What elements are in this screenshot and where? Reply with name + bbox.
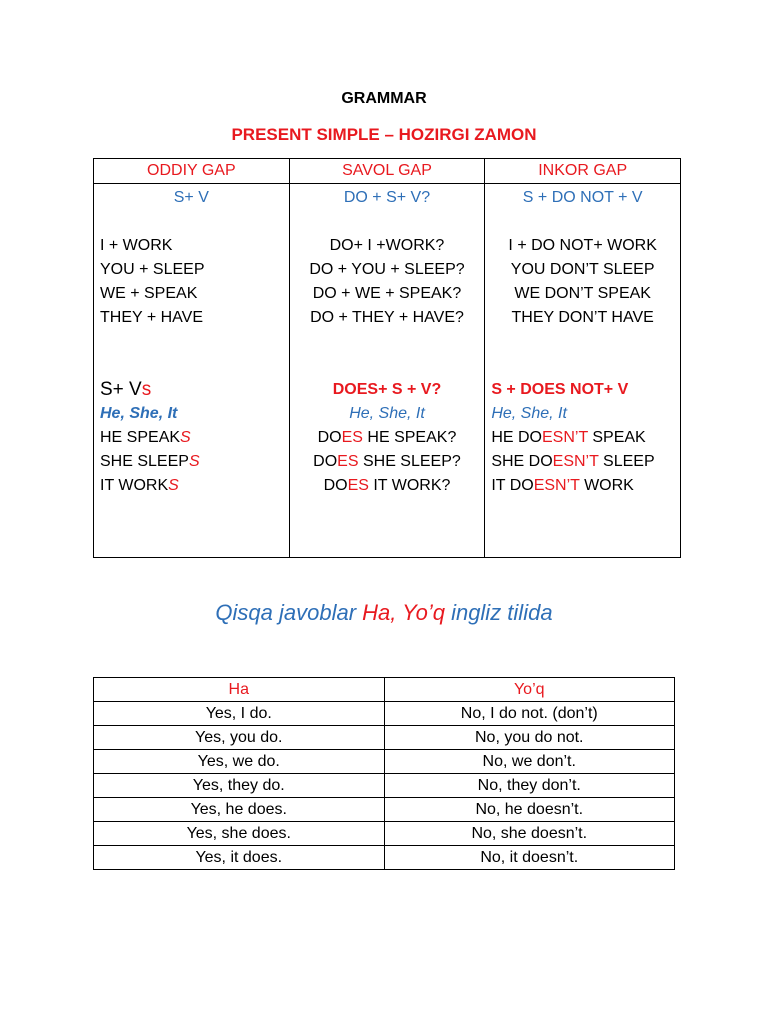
grammar-table [93,158,681,558]
affirmative-formula: S+ V [173,189,209,206]
table-row [94,798,675,822]
grammar-table-body-row [94,184,681,558]
negative-example: WE DON’T SPEAK [514,285,651,302]
affirmative-example-3rd-person: SHE SLEEPS [100,453,200,470]
question-example-3rd-person: DOES IT WORK? [323,477,451,494]
affirmative-example-3rd-person: HE SPEAKS [100,429,191,446]
yes-answer: Yes, he does. [94,798,385,822]
no-answer: No, he doesn’t. [384,798,675,822]
table-row [94,702,675,726]
pronouns-label: He, She, It [100,405,178,422]
negative-formula: S + DO NOT + V [522,189,643,206]
savol-gap-cell [289,184,485,558]
negative-example: I + DO NOT+ WORK [508,237,657,254]
yes-answer: Yes, they do. [94,774,385,798]
negative-example: THEY DON’T HAVE [511,309,654,326]
page-title: GRAMMAR [341,90,427,107]
no-answer: No, they don’t. [384,774,675,798]
inkor-gap-cell [485,184,681,558]
table-row [94,726,675,750]
table-row [94,846,675,870]
question-formula-3rd-person: DOES+ S + V? [332,381,442,398]
pronouns-label: He, She, It [491,405,567,422]
question-example-3rd-person: DOES SHE SLEEP? [313,453,461,470]
affirmative-example: THEY + HAVE [100,309,203,326]
yes-answer: Yes, I do. [94,702,385,726]
question-example: DO+ I +WORK? [329,237,445,254]
question-example: DO + YOU + SLEEP? [309,261,465,278]
header-yoq: Yo’q [384,678,675,702]
affirmative-example-3rd-person: IT WORKS [100,477,179,494]
negative-formula-3rd-person: S + DOES NOT+ V [491,381,629,398]
question-example: DO + WE + SPEAK? [312,285,462,302]
question-formula: DO + S+ V? [343,189,431,206]
affirmative-example: WE + SPEAK [100,285,198,302]
header-oddiy-gap: ODDIY GAP [94,159,290,184]
header-ha: Ha [94,678,385,702]
page-subtitle: PRESENT SIMPLE – HOZIRGI ZAMON [231,125,537,144]
table-row [94,822,675,846]
header-savol-gap: SAVOL GAP [289,159,485,184]
table-row [94,750,675,774]
negative-example-3rd-person: HE DOESN’T SPEAK [491,429,646,446]
question-example: DO + THEY + HAVE? [310,309,464,326]
oddiy-gap-cell [94,184,290,558]
short-answers-heading: Qisqa javoblar Ha, Yo’q ingliz tilida [215,600,553,625]
no-answer: No, she doesn’t. [384,822,675,846]
negative-example-3rd-person: IT DOESN’T WORK [491,477,634,494]
grammar-table-header-row [94,159,681,184]
question-example-3rd-person: DOES HE SPEAK? [317,429,457,446]
negative-example: YOU DON’T SLEEP [510,261,655,278]
short-answers-table [93,677,675,870]
yes-answer: Yes, she does. [94,822,385,846]
no-answer: No, it doesn’t. [384,846,675,870]
yes-answer: Yes, you do. [94,726,385,750]
affirmative-example: YOU + SLEEP [100,261,205,278]
affirmative-formula-3rd-person: S+ Vs [100,379,152,400]
negative-example-3rd-person: SHE DOESN’T SLEEP [491,453,655,470]
answers-header-row [94,678,675,702]
yes-answer: Yes, we do. [94,750,385,774]
pronouns-label: He, She, It [349,405,425,422]
no-answer: No, I do not. (don’t) [384,702,675,726]
table-row [94,774,675,798]
no-answer: No, you do not. [384,726,675,750]
header-inkor-gap: INKOR GAP [485,159,681,184]
no-answer: No, we don’t. [384,750,675,774]
affirmative-example: I + WORK [100,237,173,254]
yes-answer: Yes, it does. [94,846,385,870]
